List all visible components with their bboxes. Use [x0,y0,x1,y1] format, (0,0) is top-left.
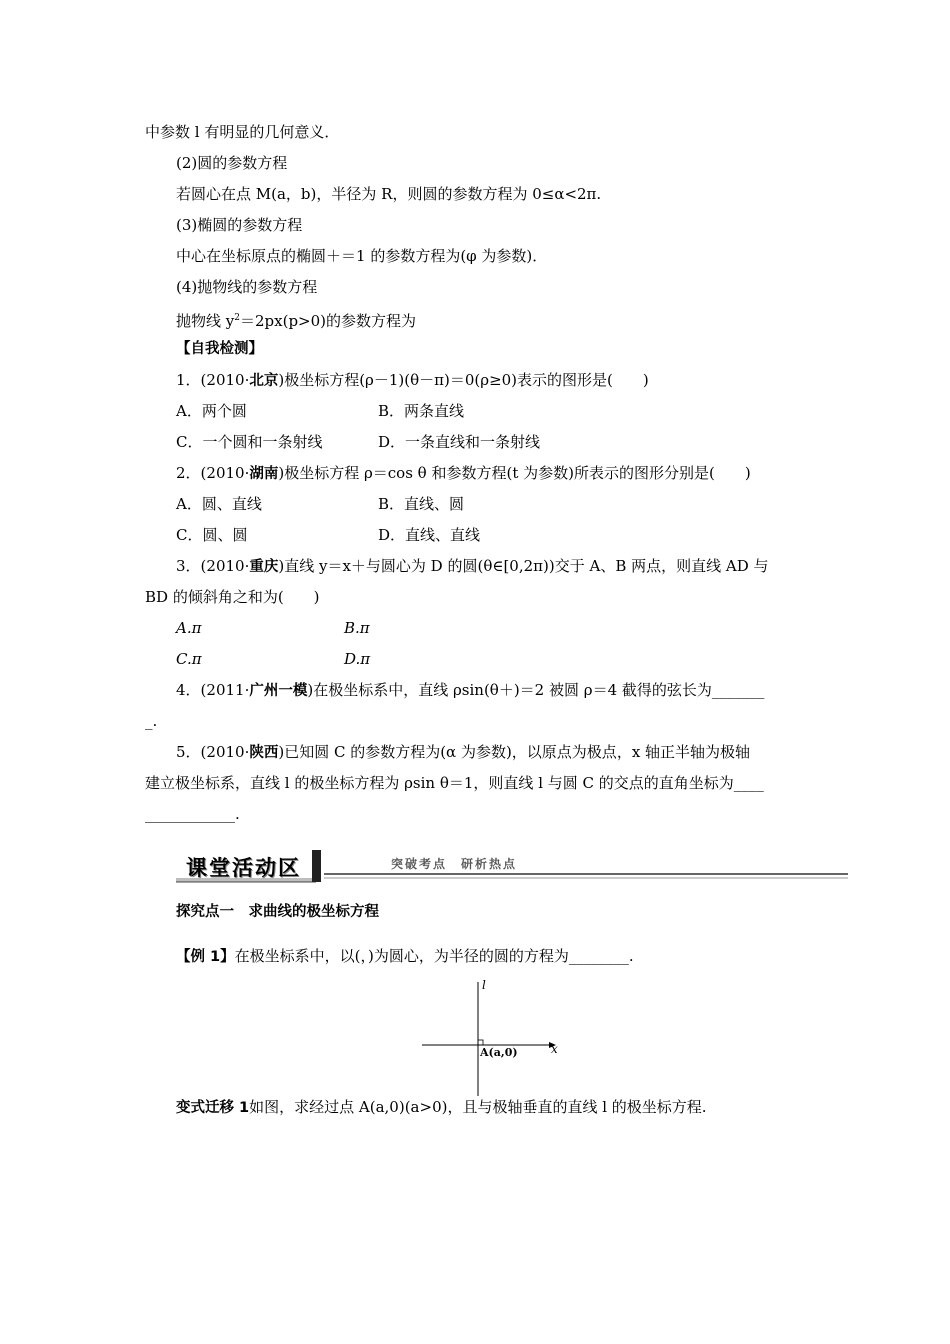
option-a: A．两个圆 [176,402,247,420]
question-text: )在极坐标系中，直线 ρsin(θ＋)＝2 被圆 ρ＝4 截得的弦长为_______ [307,681,765,699]
question-1 [176,370,649,391]
variant-text: 如图，求经过点 A(a,0)(a>0)，且与极轴垂直的直线 l 的极坐标方程. [249,1098,707,1116]
option-c: C.π [176,650,202,668]
question-5 [176,742,750,763]
subheading-circle-param: (2)圆的参数方程 [176,154,288,172]
question-number: 1．(2010· [176,371,250,389]
banner-title: 课堂活动区 [186,856,301,880]
question-4-continuation: _. [145,712,158,730]
question-text: )直线 y＝x＋与圆心为 D 的圆(θ∈[0,2π))交于 A、B 两点，则直线 AD 与 [278,557,769,575]
text-fragment: 抛物线 y [176,312,235,330]
question-3 [176,556,769,577]
polar-figure [420,978,565,1098]
figure-svg [420,978,565,1098]
option-a: A．圆、直线 [176,495,262,513]
question-number: 3．(2010· [176,557,250,575]
question-source: 广州一模 [249,683,308,699]
question-text: )极坐标方程 ρ＝cos θ 和参数方程(t 为参数)所表示的图形分别是( ) [278,464,751,482]
text-fragment: ＝2px(p>0)的参数方程为 [239,312,417,330]
question-4 [176,680,764,701]
question-number: 2．(2010· [176,464,250,482]
option-d: D．一条直线和一条射线 [378,433,541,451]
text-line [176,308,416,331]
line-label: l [482,978,486,992]
text-line: 若圆心在点 M(a，b)，半径为 R，则圆的参数方程为 0≤α<2π. [176,185,602,203]
option-b: B．两条直线 [378,402,465,420]
variant-exercise-1 [176,1097,707,1118]
section-banner [176,848,848,884]
question-source: 重庆 [249,559,279,575]
question-3-continuation: BD 的倾斜角之和为( ) [145,588,320,606]
example-label: 【例 1】 [176,949,235,965]
option-a: A.π [176,619,202,637]
self-test-heading: 【自我检测】 [176,341,263,357]
question-source: 陕西 [249,745,279,761]
text-line: 中心在坐标原点的椭圆＋＝1 的参数方程为(φ 为参数)． [176,247,548,265]
banner-subtitle: 突破考点 研析热点 [391,857,518,871]
question-number: 4．(2011· [176,681,250,699]
option-c: C．圆、圆 [176,526,248,544]
superscript: 2 [234,313,240,323]
right-angle-mark [478,1040,483,1045]
text-line: 中参数 l 有明显的几何意义． [145,123,340,141]
variant-label: 变式迁移 1 [176,1100,250,1116]
option-c: C．一个圆和一条射线 [176,433,323,451]
option-d: D.π [344,650,371,668]
option-b: B．直线、圆 [378,495,465,513]
subheading-ellipse-param: (3)椭圆的参数方程 [176,216,303,234]
question-2 [176,463,751,484]
example-text: 在极坐标系中，以(，)为圆心，为半径的圆的方程为________. [234,947,634,965]
subheading-parabola-param: (4)抛物线的参数方程 [176,278,318,296]
option-b: B.π [344,619,370,637]
question-number: 5．(2010· [176,743,250,761]
option-d: D．直线、直线 [378,526,481,544]
section-heading: 探究点一 求曲线的极坐标方程 [176,904,379,920]
question-5-continuation: 建立极坐标系，直线 l 的极坐标方程为 ρsin θ＝1，则直线 l 与圆 C 的交点的直角坐标为____ [145,774,764,792]
question-text: )极坐标方程(ρ－1)(θ－π)＝0(ρ≥0)表示的图形是( ) [278,371,649,389]
question-source: 湖南 [249,466,279,482]
question-source: 北京 [249,373,279,389]
point-label: A(a,0) [480,1046,518,1059]
question-5-answer-blank: ____________. [145,805,240,823]
example-1 [176,946,634,967]
question-text: )已知圆 C 的参数方程为(α 为参数)，以原点为极点，x 轴正半轴为极轴 [278,743,751,761]
axis-label: x [551,1042,558,1056]
